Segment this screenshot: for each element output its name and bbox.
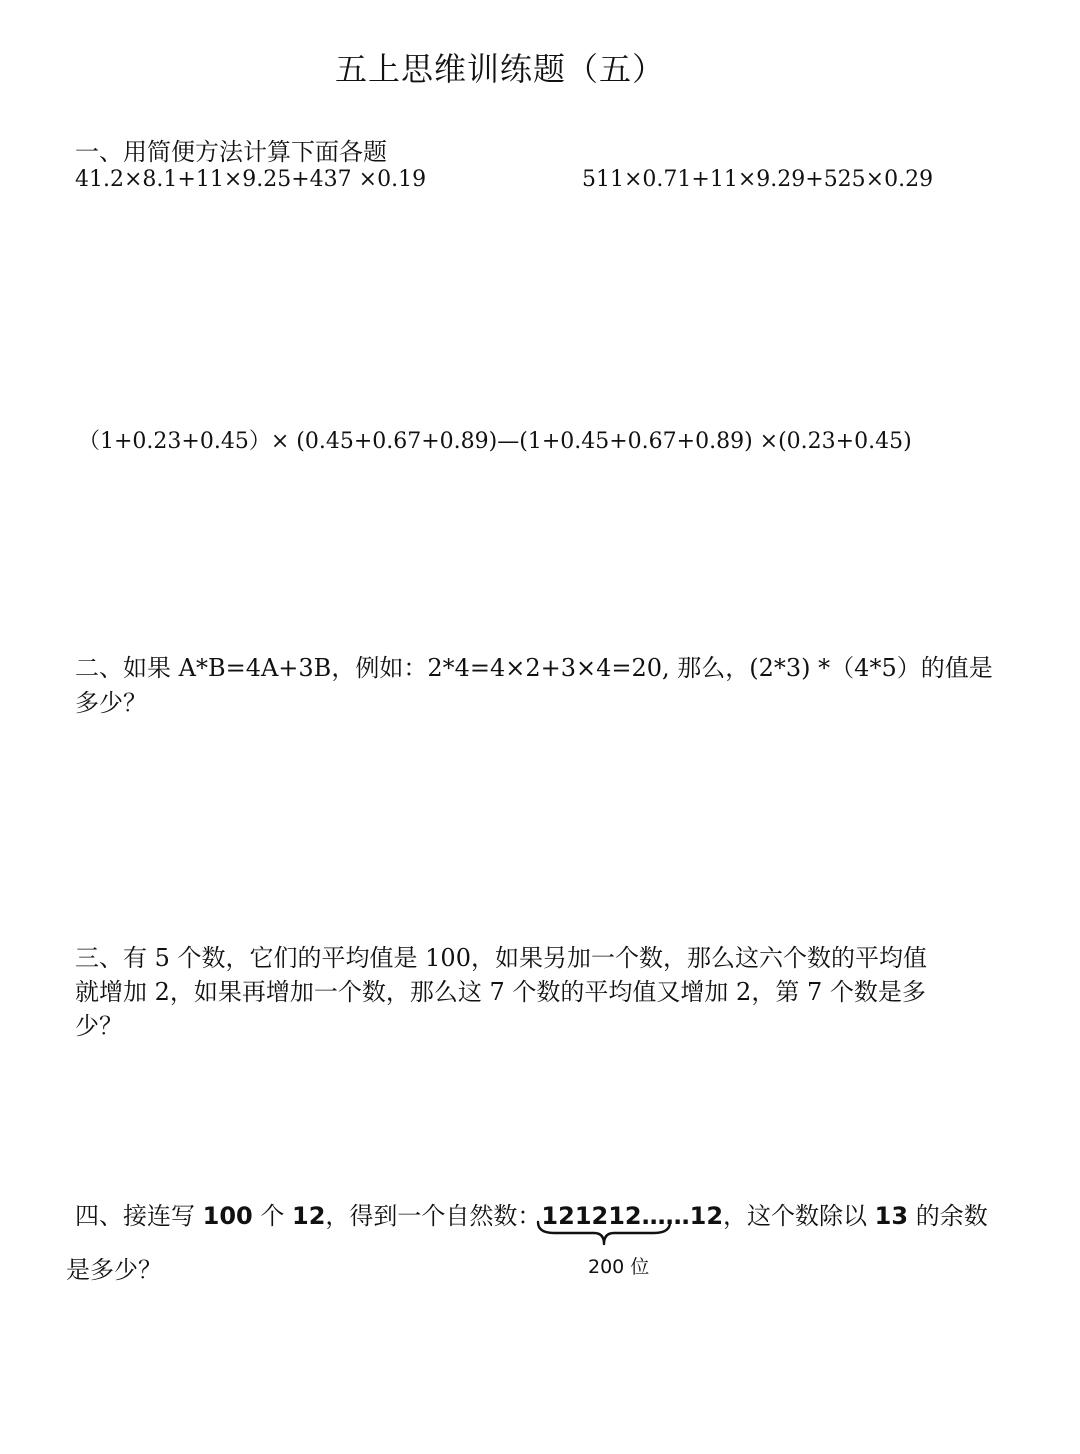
q1-expression-c: （1+0.23+0.45）× (0.45+0.67+0.89)—(1+0.45+0.67+0.89) ×(0.23+0.45) (78, 429, 912, 454)
q1-heading: 一、用简便方法计算下面各题 (75, 138, 387, 166)
q2-line-2: 多少？ (75, 689, 147, 717)
brace-label: 200 位 (588, 1256, 650, 1278)
q4-twelve: 12 (292, 1202, 326, 1230)
q4-prefix: 四、接连写 (75, 1202, 203, 1230)
q4-divisor: 13 (874, 1202, 909, 1230)
q3-line-1: 三、有 5 个数，它们的平均值是 100，如果另加一个数，那么这六个数的平均值 (75, 944, 927, 972)
q3-line-3: 少？ (75, 1012, 123, 1040)
q4-mid-1: 个 (252, 1202, 293, 1230)
q3-line-2: 就增加 2，如果再增加一个数，那么这 7 个数的平均值又增加 2，第 7 个数是多 (75, 978, 926, 1006)
q4-suffix: 的余数 (908, 1202, 988, 1230)
q4-count: 100 (202, 1202, 253, 1230)
q4-line-1 (75, 1196, 988, 1231)
underbrace-icon (536, 1220, 672, 1246)
page-title: 五上思维训练题（五） (334, 50, 665, 88)
q4-mid-3: ，这个数除以 (723, 1202, 875, 1230)
underbrace (536, 1220, 672, 1246)
q4-number: 121212……12 (541, 1202, 724, 1230)
q1-expression-a: 41.2×8.1+11×9.25+437 ×0.19 (75, 167, 427, 192)
q2-line-1: 二、如果 A*B=4A+3B，例如：2*4=4×2+3×4=20, 那么，(2*3) *（4*5）的值是 (75, 654, 993, 682)
q4-mid-2: ，得到一个自然数： (325, 1202, 542, 1230)
q4-line-2: 是多少？ (66, 1256, 162, 1284)
q1-expression-b: 511×0.71+11×9.29+525×0.29 (582, 167, 934, 192)
